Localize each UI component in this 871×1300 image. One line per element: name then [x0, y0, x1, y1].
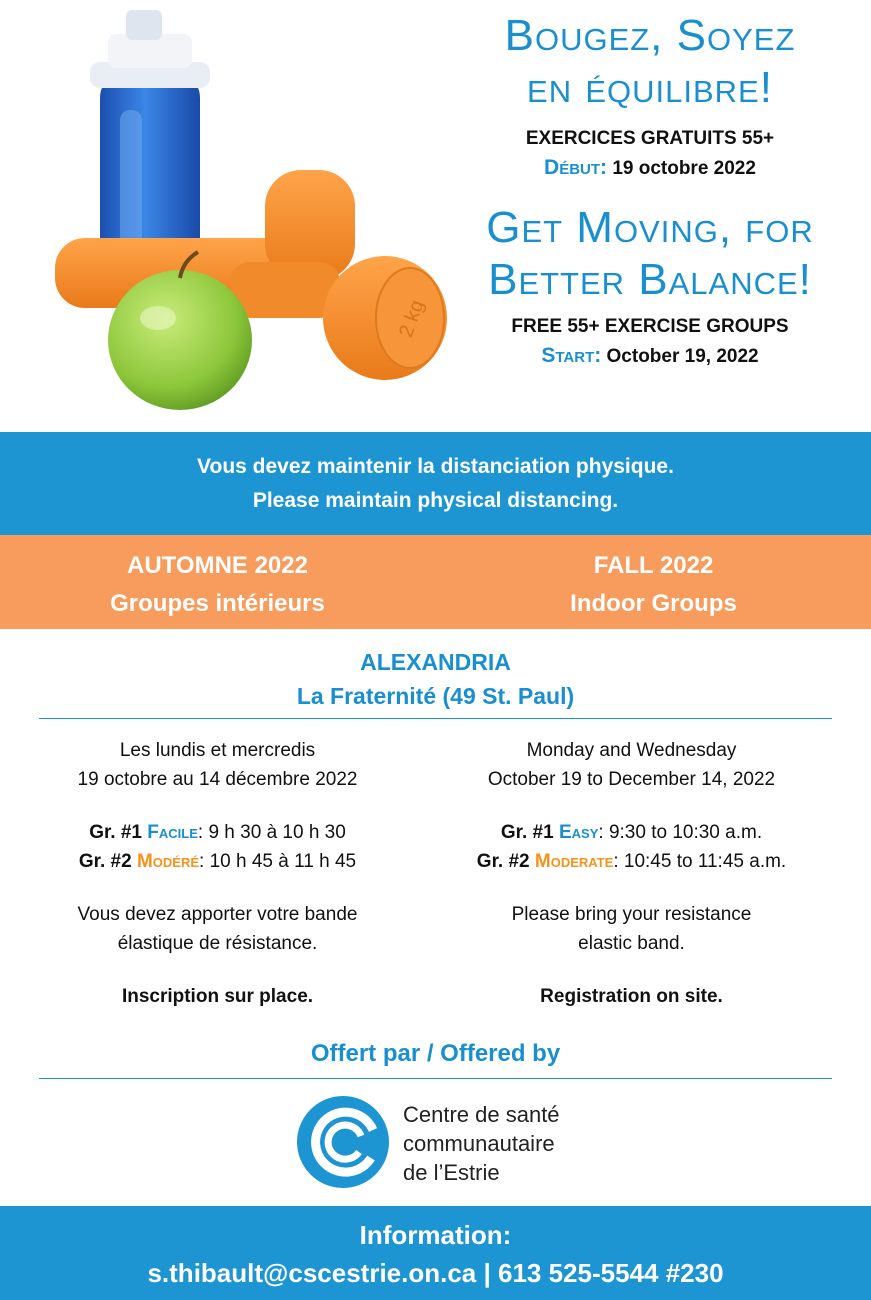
season-en: [436, 547, 871, 623]
english-band-line1: Please bring your resistance: [511, 904, 752, 925]
season-fr-line2: Groupes intérieurs: [110, 590, 325, 617]
english-start-date: October 19, 2022: [606, 345, 759, 367]
french-subtitle: EXERCICES GRATUITS 55+: [525, 127, 775, 149]
season-banner: [0, 535, 871, 629]
english-group2: [477, 851, 786, 872]
french-title-line2: en équilibre!: [527, 62, 773, 112]
divider-offered: [39, 1078, 832, 1079]
english-groups: [414, 818, 849, 876]
english-title: [455, 202, 845, 306]
english-title-line2: Better Balance!: [488, 254, 812, 304]
water-bottle-icon: [90, 10, 210, 270]
logo-wordmark: [403, 1100, 560, 1187]
english-group1-level: Easy: [558, 822, 599, 843]
distancing-fr: Vous devez maintenir la distanciation physique.: [197, 455, 674, 478]
english-group2-label: Gr. #2: [476, 851, 530, 872]
english-group2-level: Moderate: [534, 851, 614, 872]
footer-label: Information:: [359, 1220, 512, 1250]
french-band-line2: élastique de résistance.: [117, 933, 318, 954]
location-city: ALEXANDRIA: [360, 649, 511, 675]
french-group2-time: : 10 h 45 à 11 h 45: [199, 851, 357, 872]
english-schedule: [414, 736, 849, 794]
french-group2-label: Gr. #2: [78, 851, 132, 872]
english-registration: Registration on site.: [540, 986, 723, 1007]
english-group2-time: : 10:45 to 11:45 a.m.: [613, 851, 787, 872]
english-band-line2: elastic band.: [578, 933, 685, 954]
french-title-line1: Bougez, Soyez: [504, 11, 796, 60]
season-fr: [0, 547, 435, 623]
english-start: [455, 344, 845, 368]
french-details: [0, 736, 435, 1035]
english-title-line1: Get Moving, for: [486, 202, 814, 252]
svg-text:2 kg: 2 kg: [395, 297, 429, 341]
location-heading: [0, 645, 871, 713]
english-band-note: [414, 900, 849, 958]
french-groups: [0, 818, 435, 876]
french-group2-level: Modéré: [136, 851, 200, 872]
season-en-line1: FALL 2022: [593, 552, 714, 579]
french-group1-label: Gr. #1: [89, 822, 143, 843]
french-group1: [89, 822, 346, 843]
french-group1-time: : 9 h 30 à 10 h 30: [197, 822, 346, 843]
distancing-en: Please maintain physical distancing.: [252, 489, 619, 512]
offered-by-heading: Offert par / Offered by: [310, 1040, 561, 1067]
english-group1: [501, 822, 762, 843]
logo-line1: Centre de santé: [403, 1102, 560, 1127]
hero-text-block: [455, 10, 845, 368]
french-group1-level: Facile: [147, 822, 198, 843]
divider-location: [39, 718, 832, 719]
organization-logo: [295, 1092, 615, 1202]
french-band-note: [0, 900, 435, 958]
english-dates: October 19 to December 14, 2022: [487, 769, 776, 790]
english-group1-label: Gr. #1: [500, 822, 554, 843]
distancing-banner: [0, 432, 871, 535]
english-group1-time: : 9:30 to 10:30 a.m.: [598, 822, 763, 843]
french-dates: 19 octobre au 14 décembre 2022: [77, 769, 358, 790]
french-start-date: 19 octobre 2022: [612, 157, 756, 179]
contact-footer: [0, 1206, 871, 1300]
season-fr-line1: AUTOMNE 2022: [127, 552, 308, 579]
logo-line2: communautaire: [403, 1131, 555, 1156]
english-start-label: Start:: [541, 343, 602, 367]
hero-section: [0, 0, 871, 432]
location-venue: La Fraternité (49 St. Paul): [296, 683, 575, 709]
fitness-illustration: [30, 0, 460, 432]
cscestrie-logo-icon: [295, 1092, 395, 1192]
french-days: Les lundis et mercredis: [119, 740, 316, 761]
french-registration: Inscription sur place.: [121, 986, 314, 1007]
french-start-label: Début:: [544, 155, 608, 179]
french-title: [455, 10, 845, 114]
season-en-line2: Indoor Groups: [570, 590, 737, 617]
english-days: Monday and Wednesday: [526, 740, 737, 761]
footer-contact: s.thibault@cscestrie.on.ca | 613 525-5544 #230: [147, 1258, 724, 1288]
french-schedule: [0, 736, 435, 794]
french-start: [455, 156, 845, 180]
english-details: [414, 736, 849, 1035]
logo-line3: de l’Estrie: [403, 1160, 500, 1185]
english-subtitle: FREE 55+ EXERCISE GROUPS: [511, 315, 789, 337]
french-group2: [79, 851, 356, 872]
dumbbell-front-icon: [230, 256, 447, 380]
french-band-line1: Vous devez apporter votre bande: [77, 904, 358, 925]
